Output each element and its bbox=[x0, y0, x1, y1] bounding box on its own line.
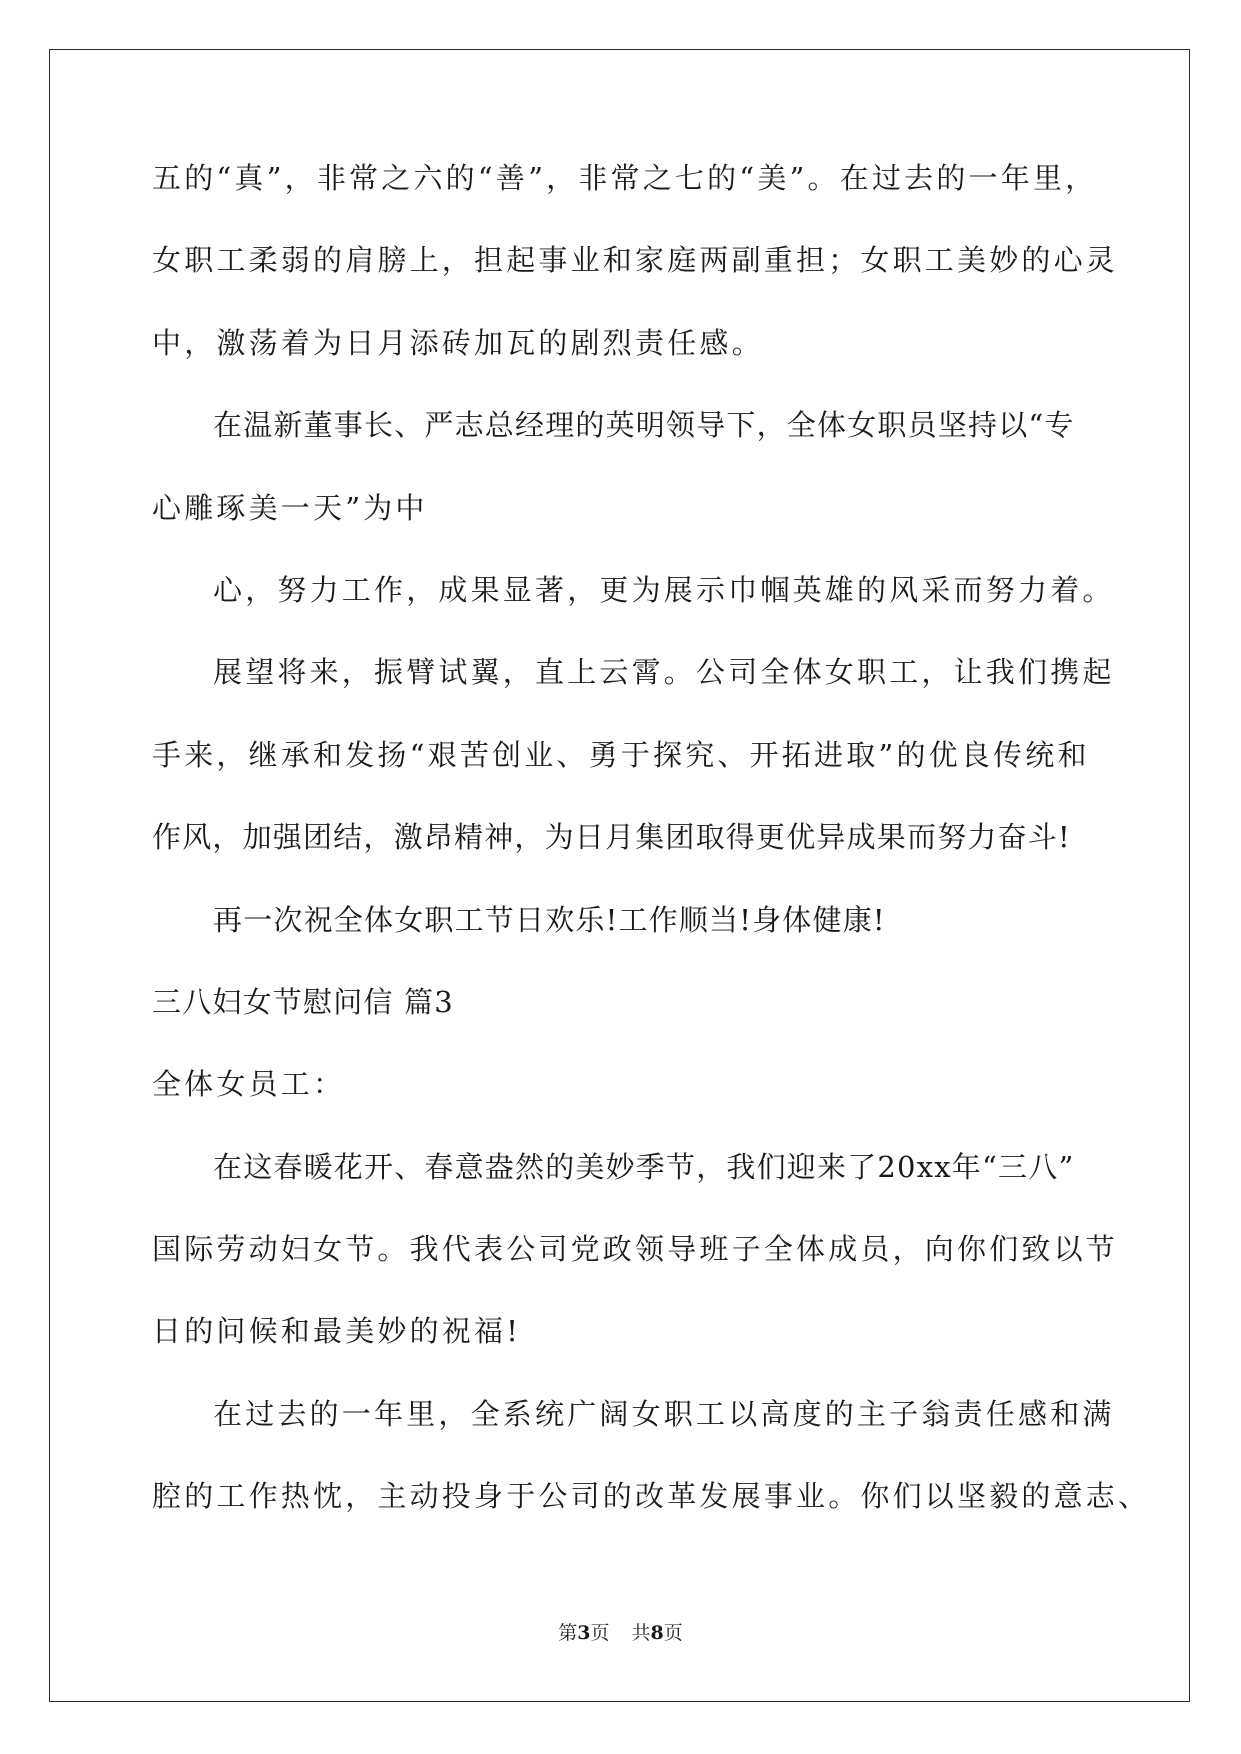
text-line: 手来，继承和发扬“艰苦创业、勇于探究、开拓进取”的优良传统和 bbox=[152, 737, 1090, 772]
total-label-prefix: 共 bbox=[631, 1622, 651, 1644]
text-line: 五的“真”，非常之六的“善”，非常之七的“美”。在过去的一年里， bbox=[152, 161, 1098, 195]
total-pages: 8 bbox=[650, 1622, 664, 1644]
document-body bbox=[152, 158, 1151, 1559]
text-line: 在这春暖花开、春意盎然的美妙季节，我们迎来了20xx年“三八” bbox=[213, 1149, 1075, 1184]
text-line: 在过去的一年里，全系统广阔女职工以高度的主子翁责任感和满 bbox=[213, 1396, 1115, 1431]
text-line: 在温新董事长、严志总经理的英明领导下，全体女职员坚持以“专 bbox=[213, 408, 1075, 443]
page-label-prefix: 第 bbox=[558, 1622, 578, 1644]
page-footer bbox=[0, 1620, 1241, 1646]
total-label-suffix: 页 bbox=[663, 1622, 683, 1644]
text-line: 腔的工作热忱，主动投身于公司的改革发展事业。你们以坚毅的意志、 bbox=[152, 1479, 1151, 1514]
page-number: 3 bbox=[577, 1622, 591, 1644]
text-line: 再一次祝全体女职工节日欢乐!工作顺当!身体健康! bbox=[213, 902, 886, 937]
page-label-suffix: 页 bbox=[590, 1622, 610, 1644]
text-line: 作风，加强团结，激昂精神，为日月集团取得更优异成果而努力奋斗! bbox=[152, 820, 1071, 855]
text-line: 女职工柔弱的肩膀上，担起事业和家庭两副重担；女职工美妙的心灵 bbox=[152, 243, 1119, 278]
text-line: 中，激荡着为日月添砖加瓦的剧烈责任感。 bbox=[152, 325, 764, 360]
text-line: 心雕琢美一天”为中 bbox=[152, 490, 428, 525]
text-line: 日的问候和最美妙的祝福! bbox=[152, 1314, 522, 1349]
text-line: 展望将来，振臂试翼，直上云霄。公司全体女职工，让我们携起 bbox=[213, 655, 1115, 690]
text-line: 国际劳动妇女节。我代表公司党政领导班子全体成员，向你们致以节 bbox=[152, 1232, 1119, 1267]
section-heading: 三八妇女节慰问信 篇3 bbox=[152, 984, 454, 1019]
salutation: 全体女员工： bbox=[152, 1067, 346, 1102]
text-line: 心，努力工作，成果显著，更为展示巾帼英雄的风采而努力着。 bbox=[213, 572, 1115, 607]
